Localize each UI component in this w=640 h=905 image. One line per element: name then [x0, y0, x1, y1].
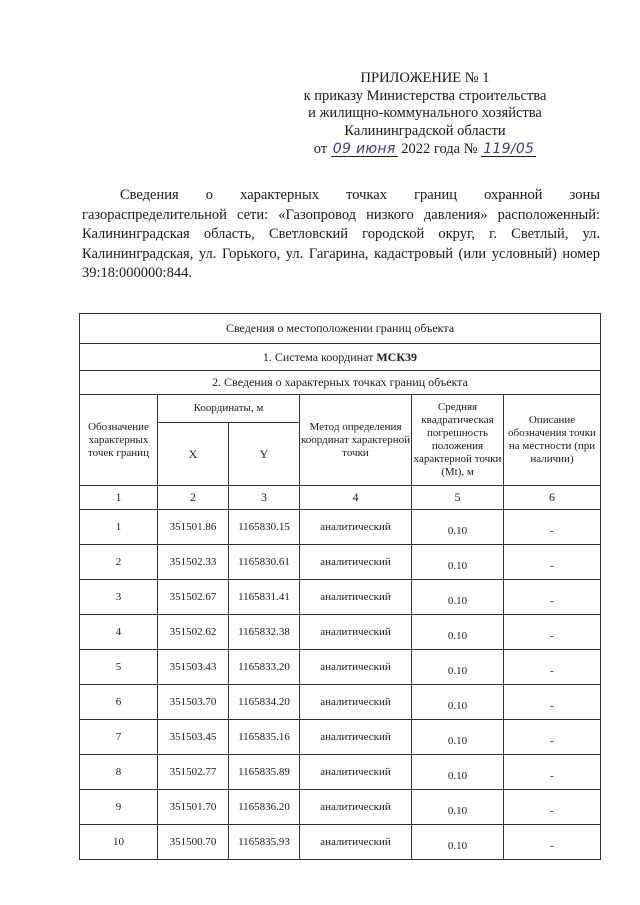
- table-row: [80, 790, 601, 825]
- point-number-cell: [80, 790, 158, 825]
- coord-x-cell: [158, 510, 229, 545]
- coord-x-cell: [158, 790, 229, 825]
- coord-y-value: 1165834.20: [238, 696, 290, 708]
- method-cell: [300, 825, 412, 860]
- method-value: аналитический: [320, 801, 391, 813]
- column-numbers-row: [80, 486, 601, 510]
- point-number-value: 6: [115, 696, 122, 708]
- point-number-value: 8: [115, 766, 122, 778]
- error-value: 0.10: [447, 805, 468, 817]
- point-number-value: 2: [115, 556, 122, 568]
- table-row: [80, 825, 601, 860]
- coordinate-system-value: МСК39: [376, 349, 418, 364]
- coord-y-value: 1165835.93: [238, 836, 290, 848]
- coord-x-cell: [158, 650, 229, 685]
- method-value: аналитический: [320, 626, 391, 638]
- point-number-value: 4: [115, 626, 122, 638]
- coord-x-value: 351502.62: [169, 626, 217, 638]
- method-cell: [300, 720, 412, 755]
- coord-x-value: 351502.33: [169, 556, 217, 568]
- description-value: -: [550, 595, 554, 607]
- description-value: -: [550, 560, 554, 572]
- description-value: -: [550, 735, 554, 747]
- error-cell: [412, 545, 504, 580]
- method-cell: [300, 545, 412, 580]
- error-cell: [412, 755, 504, 790]
- description-value: -: [550, 770, 554, 782]
- method-cell: [300, 755, 412, 790]
- column-number: 3: [229, 486, 300, 510]
- point-number-cell: [80, 825, 158, 860]
- description-cell: [504, 615, 601, 650]
- column-number: 5: [412, 486, 504, 510]
- coord-y-value: 1165836.20: [238, 801, 290, 813]
- error-value: 0.10: [447, 630, 468, 642]
- table-row: [80, 545, 601, 580]
- error-cell: [412, 510, 504, 545]
- description-value: -: [550, 665, 554, 677]
- coord-x-value: 351503.43: [169, 661, 217, 673]
- coord-x-value: 351503.45: [169, 731, 217, 743]
- table-row: [80, 755, 601, 790]
- coord-y-cell: [229, 545, 300, 580]
- error-value: 0.10: [447, 700, 468, 712]
- coordinate-system-row: [80, 344, 601, 371]
- header-error: Средняя квадратическая погрешность положения характерной точки (Mt), м: [412, 395, 504, 486]
- coord-x-cell: [158, 580, 229, 615]
- table-title-row: [80, 314, 601, 344]
- coord-x-value: 351502.77: [169, 766, 217, 778]
- description-value: -: [550, 805, 554, 817]
- coord-x-value: 351501.86: [169, 521, 217, 533]
- coord-x-cell: [158, 720, 229, 755]
- table-title: Сведения о местоположении границ объекта: [80, 314, 601, 344]
- point-number-cell: [80, 685, 158, 720]
- coord-y-cell: [229, 650, 300, 685]
- order-line-3: Калининградской области: [344, 122, 506, 139]
- description-value: -: [550, 525, 554, 537]
- error-value: 0.10: [447, 595, 468, 607]
- description-value: -: [550, 630, 554, 642]
- coord-y-value: 1165833.20: [238, 661, 290, 673]
- method-value: аналитический: [320, 696, 391, 708]
- table-row: [80, 615, 601, 650]
- error-value: 0.10: [447, 525, 468, 537]
- coord-x-cell: [158, 825, 229, 860]
- point-number-cell: [80, 510, 158, 545]
- description-cell: [504, 755, 601, 790]
- coord-y-cell: [229, 720, 300, 755]
- coord-y-value: 1165831.41: [238, 591, 290, 603]
- error-cell: [412, 685, 504, 720]
- coord-y-cell: [229, 825, 300, 860]
- point-number-cell: [80, 580, 158, 615]
- error-cell: [412, 790, 504, 825]
- description-cell: [504, 790, 601, 825]
- point-number-cell: [80, 615, 158, 650]
- description-cell: [504, 720, 601, 755]
- coord-y-value: 1165832.38: [238, 626, 290, 638]
- method-value: аналитический: [320, 556, 391, 568]
- coord-x-cell: [158, 545, 229, 580]
- handwritten-date: 09 июня: [332, 141, 396, 157]
- error-cell: [412, 650, 504, 685]
- header-x: X: [158, 423, 229, 486]
- coord-y-cell: [229, 580, 300, 615]
- header-coords: Координаты, м: [158, 395, 300, 423]
- error-value: 0.10: [447, 840, 468, 852]
- description-cell: [504, 580, 601, 615]
- point-number-value: 7: [115, 731, 122, 743]
- coord-y-value: 1165830.61: [238, 556, 290, 568]
- coordinate-system-label: 1. Система координат: [262, 349, 374, 364]
- order-line-2: и жилищно-коммунального хозяйства: [308, 105, 542, 121]
- error-cell: [412, 720, 504, 755]
- error-cell: [412, 615, 504, 650]
- description-cell: [504, 650, 601, 685]
- description-cell: [504, 510, 601, 545]
- points-info-label: 2. Сведения о характерных точках границ объекта: [80, 371, 601, 395]
- date-year: 2022 года №: [401, 141, 478, 157]
- method-value: аналитический: [320, 591, 391, 603]
- method-value: аналитический: [320, 731, 391, 743]
- method-cell: [300, 510, 412, 545]
- error-value: 0.10: [447, 665, 468, 677]
- method-value: аналитический: [320, 521, 391, 533]
- header-y: Y: [229, 423, 300, 486]
- table-row: [80, 580, 601, 615]
- coordinates-table: [79, 313, 601, 860]
- coord-y-value: 1165835.89: [238, 766, 290, 778]
- method-value: аналитический: [320, 766, 391, 778]
- point-number-value: 10: [113, 836, 124, 848]
- handwritten-order-number: 119/05: [483, 141, 535, 157]
- header-method: Метод определения координат характерной точки: [300, 395, 412, 486]
- coord-y-value: 1165835.16: [238, 731, 290, 743]
- table-row: [80, 510, 601, 545]
- appendix-header: [270, 70, 580, 159]
- column-number: 1: [80, 486, 158, 510]
- table-row: [80, 720, 601, 755]
- coord-x-cell: [158, 615, 229, 650]
- point-number-cell: [80, 545, 158, 580]
- error-value: 0.10: [447, 560, 468, 572]
- error-value: 0.10: [447, 735, 468, 747]
- order-date-line: [270, 141, 580, 159]
- point-number-value: 3: [115, 591, 122, 603]
- method-cell: [300, 790, 412, 825]
- column-number: 2: [158, 486, 229, 510]
- point-number-cell: [80, 650, 158, 685]
- points-info-row: [80, 371, 601, 395]
- description-cell: [504, 825, 601, 860]
- point-number-value: 5: [115, 661, 122, 673]
- error-value: 0.10: [447, 770, 468, 782]
- header-row-1: [80, 395, 601, 423]
- coord-x-value: 351500.70: [169, 836, 217, 848]
- coord-x-cell: [158, 685, 229, 720]
- description-cell: [504, 685, 601, 720]
- coord-y-cell: [229, 615, 300, 650]
- method-value: аналитический: [320, 836, 391, 848]
- table-row: [80, 685, 601, 720]
- description-value: -: [550, 840, 554, 852]
- coord-x-cell: [158, 755, 229, 790]
- method-cell: [300, 650, 412, 685]
- header-description: Описание обозначения точки на местности (при наличии): [504, 395, 601, 486]
- coord-x-value: 351502.67: [169, 591, 217, 603]
- table-row: [80, 650, 601, 685]
- intro-paragraph: Сведения о характерных точках границ охранной зоны газораспределительной сети: «Газопровод низкого давления» расположенный: Калининградская область, Светловский городской округ, г. Светлый, ул. Калининградская, ул. Горького, ул. Гагарина, кадастровый (или условный) номер 39:18:000000:844.: [82, 187, 600, 281]
- description-cell: [504, 545, 601, 580]
- coord-y-cell: [229, 755, 300, 790]
- error-cell: [412, 580, 504, 615]
- header-point: Обозначение характерных точек границ: [80, 395, 158, 486]
- coord-x-value: 351503.70: [169, 696, 217, 708]
- method-value: аналитический: [320, 661, 391, 673]
- coordinate-system-cell: [80, 344, 601, 371]
- error-cell: [412, 825, 504, 860]
- point-number-value: 9: [115, 801, 122, 813]
- appendix-title: ПРИЛОЖЕНИЕ № 1: [360, 70, 490, 86]
- column-number: 4: [300, 486, 412, 510]
- date-prefix: от: [313, 141, 328, 157]
- coord-y-cell: [229, 510, 300, 545]
- method-cell: [300, 615, 412, 650]
- coord-y-value: 1165830.15: [238, 521, 290, 533]
- coord-y-cell: [229, 790, 300, 825]
- description-value: -: [550, 700, 554, 712]
- method-cell: [300, 580, 412, 615]
- point-number-cell: [80, 755, 158, 790]
- order-line-1: к приказу Министерства строительства: [303, 87, 547, 104]
- method-cell: [300, 685, 412, 720]
- coord-x-value: 351501.70: [169, 801, 217, 813]
- point-number-cell: [80, 720, 158, 755]
- column-number: 6: [504, 486, 601, 510]
- point-number-value: 1: [115, 521, 122, 533]
- coord-y-cell: [229, 685, 300, 720]
